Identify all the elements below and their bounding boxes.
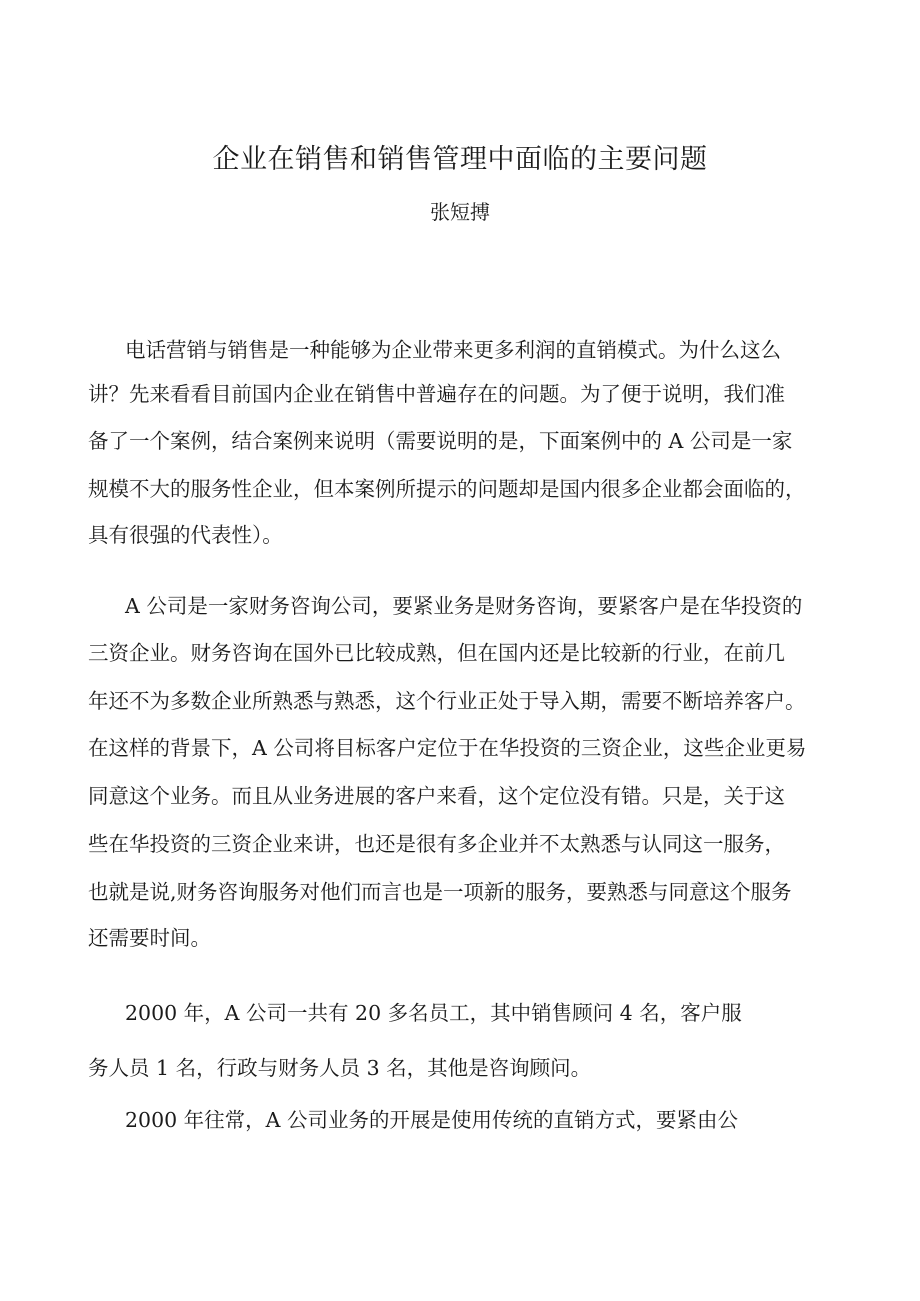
paragraph-2-line-5: 同意这个业务。而且从业务进展的客户来看，这个定位没有错。只是，关于这 xyxy=(88,784,785,808)
paragraph-1-line-4: 规模不大的服务性企业，但本案例所提示的问题却是国内很多企业都会面临的， xyxy=(88,477,806,501)
paragraph-3-line-1: 2000 年，A 公司一共有 20 多名员工，其中销售顾问 4 名，客户服 xyxy=(125,1001,742,1025)
paragraph-2-line-7: 也就是说,财务咨询服务对他们而言也是一项新的服务，要熟悉与同意这个服务 xyxy=(88,880,792,904)
paragraph-2-line-6: 些在华投资的三资企业来讲，也还是很有多企业并不太熟悉与认同这一服务， xyxy=(88,832,785,856)
paragraph-3-line-2: 务人员 1 名，行政与财务人员 3 名，其他是咨询顾问。 xyxy=(88,1056,592,1080)
paragraph-1-line-1: 电话营销与销售是一种能够为企业带来更多利润的直销模式。为什么这么 xyxy=(125,338,781,362)
paragraph-2-line-8: 还需要时间。 xyxy=(88,926,211,950)
paragraph-1-line-5: 具有很强的代表性）。 xyxy=(88,523,283,547)
document-title: 企业在销售和销售管理中面临的主要问题 xyxy=(212,144,708,175)
paragraph-1-line-2: 讲？先来看看目前国内企业在销售中普遍存在的问题。为了便于说明，我们准 xyxy=(88,382,785,406)
document-author: 张短搏 xyxy=(430,200,490,224)
paragraph-2-line-2: 三资企业。财务咨询在国外已比较成熟，但在国内还是比较新的行业，在前几 xyxy=(88,641,785,665)
paragraph-4-line-1: 2000 年往常，A 公司业务的开展是使用传统的直销方式，要紧由公 xyxy=(125,1108,739,1132)
paragraph-2-line-1: A 公司是一家财务咨询公司，要紧业务是财务咨询，要紧客户是在华投资的 xyxy=(125,594,803,618)
paragraph-2-line-4: 在这样的背景下，A 公司将目标客户定位于在华投资的三资企业，这些企业更易 xyxy=(88,736,807,760)
paragraph-1-line-3: 备了一个案例，结合案例来说明（需要说明的是，下面案例中的 A 公司是一家 xyxy=(88,429,793,453)
paragraph-2-line-3: 年还不为多数企业所熟悉与熟悉，这个行业正处于导入期，需要不断培养客户。 xyxy=(88,689,806,713)
